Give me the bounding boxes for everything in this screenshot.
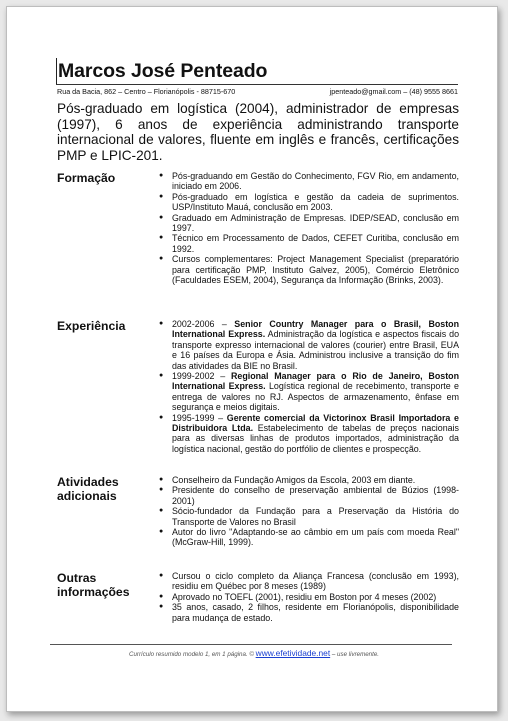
list-item: ● Cursou o ciclo completo da Aliança Francesa (conclusão em 1993), residiu em Québec por 8 meses (1989) <box>172 571 459 592</box>
job-description: Estabelecimento de tabelas de preços nacionais para as diversas linhas de produtos importados, administração da logística nacional, gestão do portfólio de clientes e prospecção. <box>172 423 459 454</box>
list-item: ● Pós-graduando em Gestão do Conhecimento, FGV Rio, em andamento, iniciado em 2006. <box>172 171 459 192</box>
section-title: Formação <box>57 171 116 185</box>
job-title: Senior Country Manager para o Brasil, Boston International Express. <box>172 319 460 340</box>
contact-line <box>57 87 458 96</box>
list-item: ● Sócio-fundador da Fundação para a Preservação da História do Transporte de Valores no Brasil <box>172 506 459 527</box>
resume-page <box>6 6 498 712</box>
job-title: Gerente comercial da Victorinox Brasil Importadora e Distribuidora Ltda. <box>172 412 459 434</box>
list-item: ● Cursos complementares: Project Management Specialist (preparatório para certificação PMP, Instituto Galvez, 2005), Comércio Eletrônico (Faculdades ESEM, 2004), Segurança da Informação (Brinks, 2003). <box>172 254 459 285</box>
list-item: ● Aprovado no TOEFL (2001), residiu em Boston por 4 meses (2002) <box>172 592 459 602</box>
section-title: Atividades adicionais <box>57 475 119 503</box>
list-item: ● 35 anos, casado, 2 filhos, residente em Florianópolis, disponibilidade para mudança de estado. <box>172 602 459 623</box>
section-title: Experiência <box>57 319 126 333</box>
outras-list <box>172 571 459 623</box>
candidate-name: Marcos José Penteado <box>58 60 268 82</box>
list-item: ● Autor do livro "Adaptando-se ao câmbio em um país com moeda Real" (McGraw-Hill, 1999). <box>172 527 459 548</box>
footer-divider <box>50 644 452 645</box>
footer-prefix: Currículo resumido modelo 1, em 1 página. © <box>128 651 254 658</box>
footer <box>0 648 508 658</box>
formacao-list <box>172 171 459 285</box>
experiencia-list <box>172 319 459 454</box>
job-description: Logística regional de recebimento, transporte e entrega de valores no RJ. Aspectos de armazenamento, ênfase em segurança e meios digitais. <box>172 381 459 413</box>
header-divider <box>56 84 458 85</box>
list-item: ● Graduado em Administração de Empresas. IDEP/SEAD, conclusão em 1997. <box>172 213 459 234</box>
address: Rua da Bacia, 862 – Centro – Florianópolis - 88715-670 <box>57 87 236 96</box>
list-item: ● Técnico em Processamento de Dados, CEFET Curitiba, conclusão em 1992. <box>172 233 459 254</box>
footer-suffix: – use livremente. <box>330 651 379 658</box>
list-item <box>172 413 459 455</box>
summary: Pós-graduado em logística (2004), administrador de empresas (1997), 6 anos de experiência administrando transporte internacional de valores, fluente em inglês e francês, certificações PMP e LPIC-201. <box>57 101 459 163</box>
section-title: Outras informações <box>57 571 130 599</box>
job-period: 2002-2006 – <box>172 319 235 329</box>
job-title: Regional Manager para o Rio de Janeiro, Boston International Express. <box>172 371 459 392</box>
email-phone: jpenteado@gmail.com – (48) 9555 8661 <box>329 87 458 96</box>
job-period: 1999-2002 – <box>172 371 231 382</box>
list-item: ● Presidente do conselho de preservação ambiental de Búzios (1998-2001) <box>172 485 459 506</box>
job-description: Administração da logística e aspectos fiscais do transporte expresso internacional de valores (courier) entre Brasil, EUA e 16 países da Europa e Ásia. Administrou inclusive a transição do fim das atividades da BIE no Brasil. <box>172 329 459 371</box>
list-item <box>172 319 459 371</box>
list-item: ● Conselheiro da Fundação Amigos da Escola, 2003 em diante. <box>172 475 459 485</box>
list-item <box>172 371 459 413</box>
atividades-list <box>172 475 459 548</box>
footer-link[interactable]: www.efetividade.net <box>255 648 331 658</box>
list-item: ● Pós-graduado em logística e gestão da cadeia de suprimentos. USP/Instituto Mauá, conclusão em 2003. <box>172 192 459 213</box>
job-period: 1995-1999 – <box>172 412 227 423</box>
